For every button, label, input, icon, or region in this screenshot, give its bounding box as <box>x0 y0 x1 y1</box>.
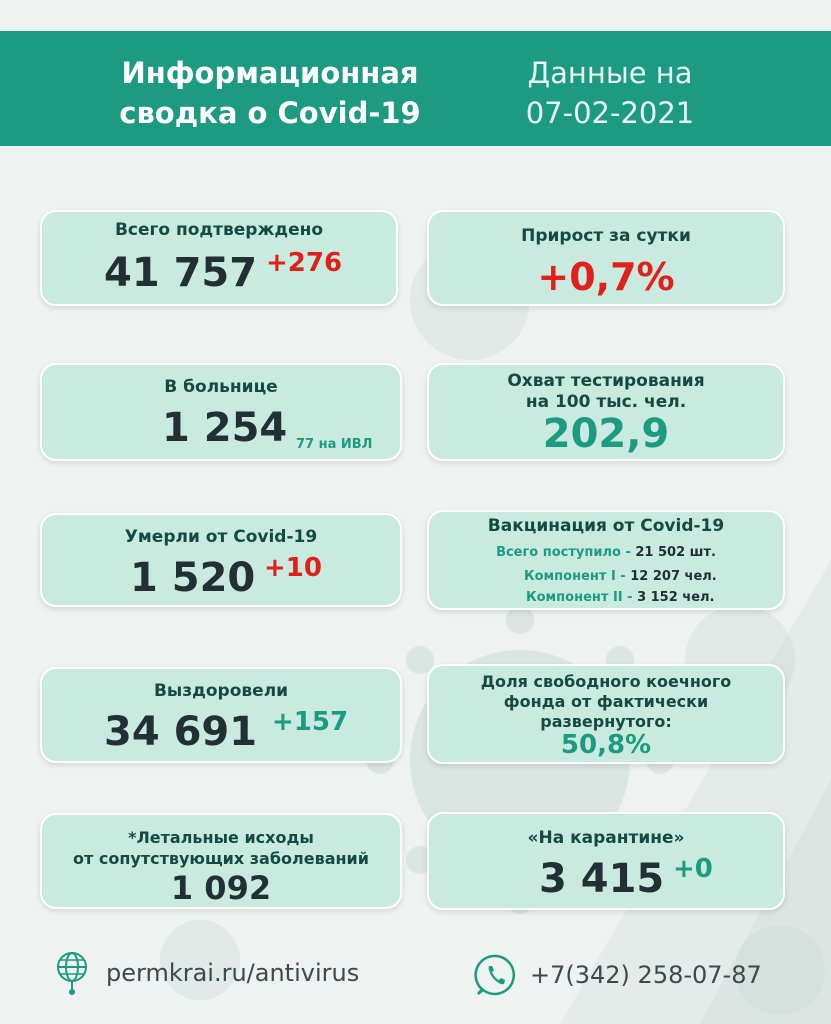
hospital-label: В больнице <box>164 377 278 397</box>
deaths-card <box>40 513 402 607</box>
page-title <box>100 53 440 133</box>
vaccination-component-1: Компонент I - 12 207 чел. <box>524 569 717 584</box>
phone-icon <box>474 953 518 997</box>
vaccination-total: Всего поступило - 21 502 шт. <box>496 545 716 560</box>
comorbid-value: 1 092 <box>170 869 272 907</box>
hospital-card <box>40 363 402 461</box>
website-link[interactable] <box>54 950 359 996</box>
title-line-1: Информационная <box>121 56 419 90</box>
comorbid-deaths-card <box>40 813 402 909</box>
vaccination-component-2: Компонент II - 3 152 чел. <box>526 590 715 605</box>
testing-card <box>427 363 785 461</box>
header-banner <box>0 31 831 146</box>
date-label: Данные на <box>527 56 693 90</box>
ventilator-note: 77 на ИВЛ <box>296 437 373 452</box>
beds-label-2: фонда от фактически <box>503 692 709 711</box>
comorbid-label-1: *Летальные исходы <box>128 828 314 847</box>
phone-link[interactable] <box>474 953 762 997</box>
quarantine-label: «На карантине» <box>527 828 685 848</box>
phone-text[interactable]: +7(342) 258-07-87 <box>530 961 762 989</box>
growth-card <box>427 210 785 306</box>
globe-icon <box>54 950 90 996</box>
title-line-2: сводка о Covid-19 <box>119 96 421 130</box>
confirmed-card <box>40 210 398 306</box>
growth-value: +0,7% <box>537 255 675 299</box>
website-text[interactable]: permkrai.ru/antivirus <box>106 959 360 987</box>
testing-label-1: Охват тестирования <box>507 371 705 391</box>
recovered-delta: +157 <box>272 707 349 737</box>
hospital-value: 1 254 <box>162 405 288 451</box>
report-date <box>480 53 740 133</box>
recovered-label: Выздоровели <box>153 681 289 701</box>
beds-label-1: Доля свободного коечного <box>480 672 732 691</box>
beds-value: 50,8% <box>560 730 652 760</box>
recovered-value: 34 691 <box>104 709 258 755</box>
deaths-delta: +10 <box>264 553 322 583</box>
beds-card <box>427 664 785 764</box>
quarantine-delta: +0 <box>673 854 713 884</box>
comorbid-label-2: от сопутствующих заболеваний <box>73 849 369 868</box>
testing-label-2: на 100 тыс. чел. <box>525 392 687 412</box>
quarantine-card <box>427 812 785 910</box>
confirmed-delta: +276 <box>266 248 343 278</box>
vaccination-card <box>427 510 785 610</box>
quarantine-value: 3 415 <box>539 856 665 902</box>
confirmed-value: 41 757 <box>104 250 258 296</box>
deaths-value: 1 520 <box>130 555 256 601</box>
deaths-label: Умерли от Covid-19 <box>124 527 318 547</box>
vaccination-label: Вакцинация от Covid-19 <box>487 516 725 536</box>
testing-value: 202,9 <box>542 411 670 457</box>
beds-label-3: развернутого: <box>540 712 672 731</box>
date-value: 07-02-2021 <box>525 96 695 130</box>
recovered-card <box>40 667 402 763</box>
confirmed-label: Всего подтверждено <box>114 220 324 240</box>
growth-label: Прирост за сутки <box>521 226 691 246</box>
